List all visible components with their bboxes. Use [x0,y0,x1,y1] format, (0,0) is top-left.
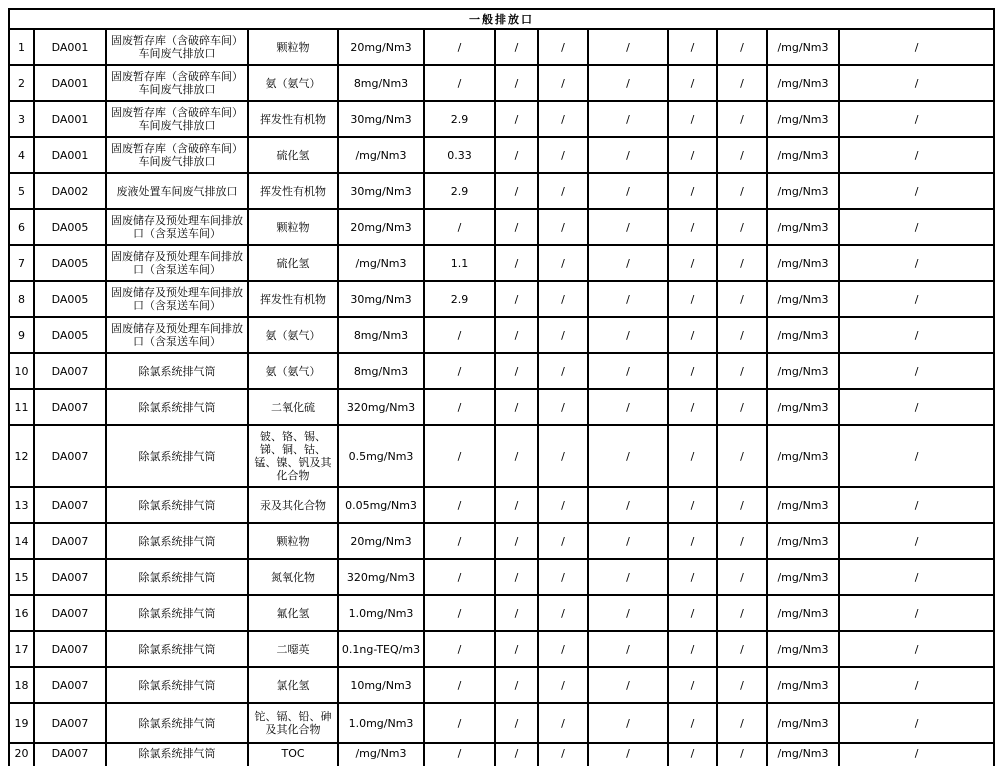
table-row [9,667,994,703]
table-title: 一般排放口 [9,9,994,29]
measured-value-cell: / [424,703,495,743]
value-cell: / [717,353,767,389]
limit-value-cell: /mg/Nm3 [338,137,424,173]
unit-cell: /mg/Nm3 [767,595,839,631]
limit-value-cell: 0.5mg/Nm3 [338,425,424,487]
value-cell: / [495,743,538,766]
pollutant-cell: 二氧化硫 [248,389,338,425]
row-number-cell: 4 [9,137,34,173]
unit-cell: /mg/Nm3 [767,487,839,523]
value-cell: / [717,173,767,209]
value-cell: / [668,595,717,631]
value-cell: / [668,389,717,425]
table-body [9,9,994,766]
value-cell: / [668,101,717,137]
measured-value-cell: 2.9 [424,281,495,317]
value-cell: / [839,559,994,595]
value-cell: / [717,101,767,137]
table-row [9,595,994,631]
unit-cell: /mg/Nm3 [767,29,839,65]
outlet-code-cell: DA007 [34,743,106,766]
row-number-cell: 11 [9,389,34,425]
unit-cell: /mg/Nm3 [767,353,839,389]
outlet-name-cell: 固废暂存库（含破碎车间）车间废气排放口 [106,29,248,65]
pollutant-cell: 汞及其化合物 [248,487,338,523]
value-cell: / [839,29,994,65]
value-cell: / [839,281,994,317]
value-cell: / [668,281,717,317]
row-number-cell: 17 [9,631,34,667]
value-cell: / [717,743,767,766]
value-cell: / [588,743,668,766]
limit-value-cell: 20mg/Nm3 [338,209,424,245]
unit-cell: /mg/Nm3 [767,245,839,281]
row-number-cell: 2 [9,65,34,101]
value-cell: / [538,137,588,173]
value-cell: / [538,667,588,703]
value-cell: / [588,487,668,523]
table-row [9,173,994,209]
value-cell: / [495,523,538,559]
value-cell: / [495,173,538,209]
pollutant-cell: 颗粒物 [248,29,338,65]
measured-value-cell: / [424,353,495,389]
table-row [9,389,994,425]
value-cell: / [839,137,994,173]
table-row [9,743,994,766]
value-cell: / [839,703,994,743]
row-number-cell: 18 [9,667,34,703]
value-cell: / [668,209,717,245]
table-row [9,631,994,667]
row-number-cell: 6 [9,209,34,245]
value-cell: / [588,595,668,631]
limit-value-cell: 0.05mg/Nm3 [338,487,424,523]
value-cell: / [717,209,767,245]
value-cell: / [538,743,588,766]
value-cell: / [538,317,588,353]
value-cell: / [668,317,717,353]
value-cell: / [588,703,668,743]
value-cell: / [538,425,588,487]
value-cell: / [717,137,767,173]
value-cell: / [495,29,538,65]
outlet-name-cell: 固废暂存库（含破碎车间）车间废气排放口 [106,65,248,101]
unit-cell: /mg/Nm3 [767,281,839,317]
value-cell: / [538,209,588,245]
value-cell: / [538,487,588,523]
measured-value-cell: / [424,487,495,523]
measured-value-cell: / [424,523,495,559]
outlet-name-cell: 除氯系统排气筒 [106,523,248,559]
outlet-code-cell: DA001 [34,137,106,173]
row-number-cell: 9 [9,317,34,353]
value-cell: / [495,137,538,173]
measured-value-cell: 1.1 [424,245,495,281]
limit-value-cell: 30mg/Nm3 [338,173,424,209]
table-row [9,245,994,281]
table-row [9,209,994,245]
table-row [9,353,994,389]
value-cell: / [839,101,994,137]
value-cell: / [538,631,588,667]
pollutant-cell: 颗粒物 [248,523,338,559]
limit-value-cell: 8mg/Nm3 [338,353,424,389]
outlet-name-cell: 废液处置车间废气排放口 [106,173,248,209]
row-number-cell: 10 [9,353,34,389]
value-cell: / [717,559,767,595]
measured-value-cell: / [424,317,495,353]
unit-cell: /mg/Nm3 [767,137,839,173]
value-cell: / [495,281,538,317]
value-cell: / [588,667,668,703]
unit-cell: /mg/Nm3 [767,703,839,743]
outlet-code-cell: DA001 [34,101,106,137]
value-cell: / [668,559,717,595]
value-cell: / [588,317,668,353]
value-cell: / [839,487,994,523]
value-cell: / [538,595,588,631]
value-cell: / [538,703,588,743]
value-cell: / [495,425,538,487]
value-cell: / [495,487,538,523]
measured-value-cell: 2.9 [424,173,495,209]
value-cell: / [839,65,994,101]
outlet-name-cell: 除氯系统排气筒 [106,703,248,743]
outlet-name-cell: 除氯系统排气筒 [106,743,248,766]
measured-value-cell: / [424,389,495,425]
value-cell: / [538,173,588,209]
pollutant-cell: 硫化氢 [248,245,338,281]
table-row [9,523,994,559]
value-cell: / [588,353,668,389]
outlet-code-cell: DA002 [34,173,106,209]
outlet-code-cell: DA005 [34,209,106,245]
value-cell: / [717,317,767,353]
limit-value-cell: /mg/Nm3 [338,743,424,766]
outlet-code-cell: DA001 [34,29,106,65]
row-number-cell: 5 [9,173,34,209]
row-number-cell: 19 [9,703,34,743]
value-cell: / [588,281,668,317]
value-cell: / [668,137,717,173]
unit-cell: /mg/Nm3 [767,559,839,595]
value-cell: / [538,65,588,101]
pollutant-cell: 铍、铬、锡、锑、铜、钴、锰、镍、钒及其化合物 [248,425,338,487]
outlet-code-cell: DA007 [34,631,106,667]
value-cell: / [538,559,588,595]
pollutant-cell: 氯化氢 [248,667,338,703]
measured-value-cell: 0.33 [424,137,495,173]
value-cell: / [717,631,767,667]
outlet-name-cell: 除氯系统排气筒 [106,631,248,667]
value-cell: / [538,245,588,281]
outlet-code-cell: DA007 [34,703,106,743]
value-cell: / [668,487,717,523]
limit-value-cell: 30mg/Nm3 [338,281,424,317]
value-cell: / [538,281,588,317]
outlet-name-cell: 固废储存及预处理车间排放口（含泵送车间） [106,245,248,281]
value-cell: / [839,389,994,425]
value-cell: / [717,703,767,743]
outlet-code-cell: DA007 [34,523,106,559]
limit-value-cell: 320mg/Nm3 [338,559,424,595]
limit-value-cell: 8mg/Nm3 [338,317,424,353]
value-cell: / [495,245,538,281]
outlet-code-cell: DA005 [34,281,106,317]
value-cell: / [588,389,668,425]
limit-value-cell: 320mg/Nm3 [338,389,424,425]
value-cell: / [538,353,588,389]
value-cell: / [717,65,767,101]
value-cell: / [495,631,538,667]
limit-value-cell: 1.0mg/Nm3 [338,595,424,631]
row-number-cell: 7 [9,245,34,281]
outlet-code-cell: DA005 [34,317,106,353]
row-number-cell: 8 [9,281,34,317]
value-cell: / [668,425,717,487]
unit-cell: /mg/Nm3 [767,101,839,137]
limit-value-cell: 8mg/Nm3 [338,65,424,101]
value-cell: / [839,743,994,766]
limit-value-cell: 10mg/Nm3 [338,667,424,703]
value-cell: / [495,389,538,425]
value-cell: / [538,29,588,65]
value-cell: / [717,487,767,523]
value-cell: / [588,245,668,281]
table-row [9,281,994,317]
value-cell: / [717,389,767,425]
table-row [9,559,994,595]
pollutant-cell: 氨（氨气） [248,65,338,101]
value-cell: / [717,523,767,559]
row-number-cell: 16 [9,595,34,631]
unit-cell: /mg/Nm3 [767,173,839,209]
value-cell: / [717,245,767,281]
value-cell: / [588,29,668,65]
pollutant-cell: 氨（氨气） [248,317,338,353]
value-cell: / [588,209,668,245]
row-number-cell: 13 [9,487,34,523]
measured-value-cell: / [424,425,495,487]
table-row [9,317,994,353]
value-cell: / [668,703,717,743]
table-row [9,425,994,487]
value-cell: / [839,353,994,389]
value-cell: / [495,667,538,703]
measured-value-cell: / [424,559,495,595]
value-cell: / [668,65,717,101]
value-cell: / [668,667,717,703]
value-cell: / [839,209,994,245]
table-row [9,65,994,101]
pollutant-cell: 硫化氢 [248,137,338,173]
table-row [9,137,994,173]
outlet-name-cell: 固废暂存库（含破碎车间）车间废气排放口 [106,137,248,173]
pollutant-cell: 氮氧化物 [248,559,338,595]
outlet-name-cell: 除氯系统排气筒 [106,389,248,425]
pollutant-cell: 二噁英 [248,631,338,667]
value-cell: / [839,173,994,209]
outlet-name-cell: 固废储存及预处理车间排放口（含泵送车间） [106,281,248,317]
pollutant-cell: 挥发性有机物 [248,173,338,209]
measured-value-cell: / [424,667,495,703]
measured-value-cell: / [424,209,495,245]
value-cell: / [588,425,668,487]
row-number-cell: 12 [9,425,34,487]
pollutant-cell: 挥发性有机物 [248,101,338,137]
value-cell: / [588,523,668,559]
value-cell: / [668,523,717,559]
limit-value-cell: 20mg/Nm3 [338,29,424,65]
outlet-name-cell: 除氯系统排气筒 [106,595,248,631]
emission-outlet-table [8,8,995,766]
value-cell: / [839,245,994,281]
outlet-code-cell: DA007 [34,389,106,425]
limit-value-cell: 20mg/Nm3 [338,523,424,559]
row-number-cell: 1 [9,29,34,65]
outlet-name-cell: 固废储存及预处理车间排放口（含泵送车间） [106,209,248,245]
unit-cell: /mg/Nm3 [767,209,839,245]
value-cell: / [495,559,538,595]
value-cell: / [839,667,994,703]
value-cell: / [495,703,538,743]
value-cell: / [538,389,588,425]
unit-cell: /mg/Nm3 [767,65,839,101]
value-cell: / [495,317,538,353]
measured-value-cell: / [424,743,495,766]
outlet-code-cell: DA007 [34,487,106,523]
pollutant-cell: 氟化氢 [248,595,338,631]
table-row [9,487,994,523]
value-cell: / [495,101,538,137]
outlet-code-cell: DA007 [34,353,106,389]
row-number-cell: 20 [9,743,34,766]
unit-cell: /mg/Nm3 [767,317,839,353]
outlet-code-cell: DA007 [34,595,106,631]
unit-cell: /mg/Nm3 [767,631,839,667]
row-number-cell: 3 [9,101,34,137]
table-row [9,29,994,65]
measured-value-cell: / [424,595,495,631]
value-cell: / [495,209,538,245]
unit-cell: /mg/Nm3 [767,425,839,487]
unit-cell: /mg/Nm3 [767,743,839,766]
value-cell: / [588,101,668,137]
outlet-name-cell: 固废暂存库（含破碎车间）车间废气排放口 [106,101,248,137]
value-cell: / [495,353,538,389]
outlet-name-cell: 除氯系统排气筒 [106,559,248,595]
limit-value-cell: 1.0mg/Nm3 [338,703,424,743]
value-cell: / [839,523,994,559]
value-cell: / [588,631,668,667]
value-cell: / [668,245,717,281]
measured-value-cell: 2.9 [424,101,495,137]
value-cell: / [538,523,588,559]
value-cell: / [839,317,994,353]
value-cell: / [717,595,767,631]
value-cell: / [717,667,767,703]
value-cell: / [588,173,668,209]
outlet-code-cell: DA005 [34,245,106,281]
row-number-cell: 15 [9,559,34,595]
table-row [9,703,994,743]
measured-value-cell: / [424,29,495,65]
value-cell: / [668,353,717,389]
outlet-name-cell: 固废储存及预处理车间排放口（含泵送车间） [106,317,248,353]
value-cell: / [668,29,717,65]
value-cell: / [495,65,538,101]
row-number-cell: 14 [9,523,34,559]
value-cell: / [839,595,994,631]
limit-value-cell: /mg/Nm3 [338,245,424,281]
value-cell: / [495,595,538,631]
value-cell: / [717,425,767,487]
limit-value-cell: 30mg/Nm3 [338,101,424,137]
value-cell: / [717,281,767,317]
table-row [9,101,994,137]
pollutant-cell: 氨（氨气） [248,353,338,389]
pollutant-cell: 铊、镉、铅、砷及其化合物 [248,703,338,743]
value-cell: / [668,173,717,209]
outlet-name-cell: 除氯系统排气筒 [106,353,248,389]
value-cell: / [588,137,668,173]
measured-value-cell: / [424,631,495,667]
outlet-code-cell: DA001 [34,65,106,101]
pollutant-cell: TOC [248,743,338,766]
outlet-name-cell: 除氯系统排气筒 [106,667,248,703]
value-cell: / [668,743,717,766]
value-cell: / [588,65,668,101]
measured-value-cell: / [424,65,495,101]
outlet-code-cell: DA007 [34,425,106,487]
limit-value-cell: 0.1ng-TEQ/m3 [338,631,424,667]
value-cell: / [839,631,994,667]
unit-cell: /mg/Nm3 [767,523,839,559]
outlet-code-cell: DA007 [34,667,106,703]
outlet-code-cell: DA007 [34,559,106,595]
value-cell: / [538,101,588,137]
value-cell: / [717,29,767,65]
table-title-row [9,9,994,29]
pollutant-cell: 颗粒物 [248,209,338,245]
unit-cell: /mg/Nm3 [767,667,839,703]
value-cell: / [588,559,668,595]
value-cell: / [839,425,994,487]
outlet-name-cell: 除氯系统排气筒 [106,487,248,523]
unit-cell: /mg/Nm3 [767,389,839,425]
value-cell: / [668,631,717,667]
pollutant-cell: 挥发性有机物 [248,281,338,317]
outlet-name-cell: 除氯系统排气筒 [106,425,248,487]
